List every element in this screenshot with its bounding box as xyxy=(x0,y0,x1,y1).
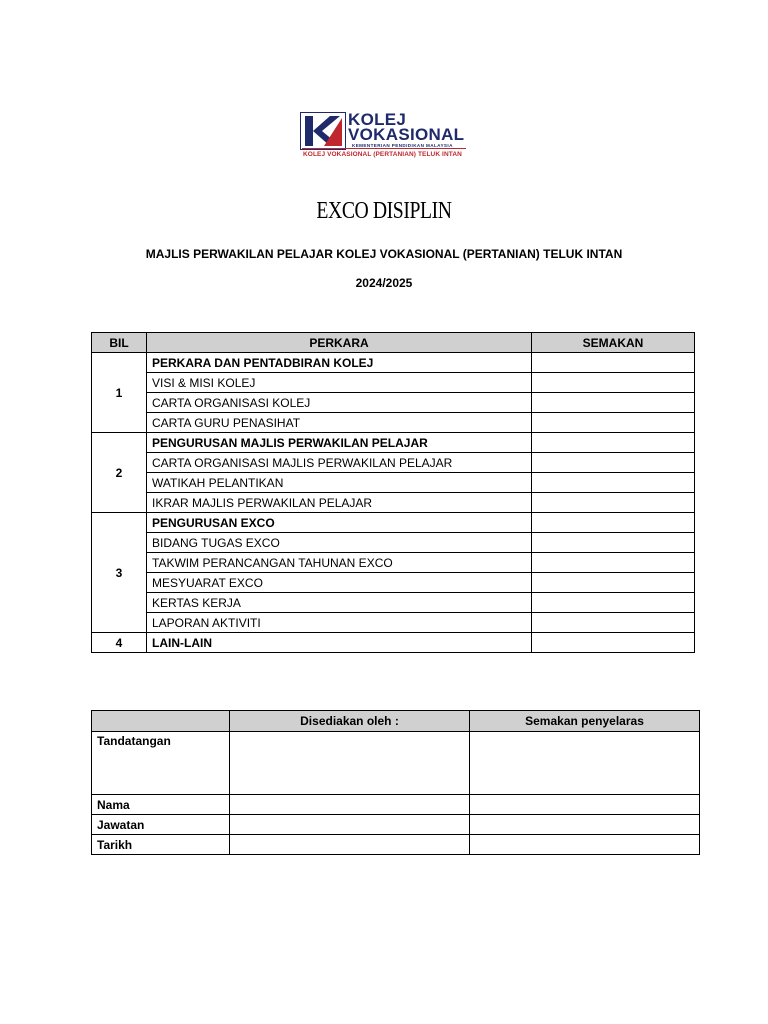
logo-word-vokasional: VOKASIONAL xyxy=(348,125,465,144)
check-cell[interactable] xyxy=(532,553,695,573)
check-cell[interactable] xyxy=(532,353,695,373)
check-cell[interactable] xyxy=(532,373,695,393)
section-number: 4 xyxy=(92,633,147,653)
logo-ministry: KEMENTERIAN PENDIDIKAN MALAYSIA xyxy=(352,143,453,148)
check-cell[interactable] xyxy=(532,473,695,493)
checklist-item: CARTA ORGANISASI KOLEJ xyxy=(147,393,532,413)
check-cell[interactable] xyxy=(532,573,695,593)
table-row xyxy=(92,473,695,493)
table-row xyxy=(92,613,695,633)
signoff-label-position: Jawatan xyxy=(92,815,230,835)
checklist-item: MESYUARAT EXCO xyxy=(147,573,532,593)
checklist-item: TAKWIM PERANCANGAN TAHUNAN EXCO xyxy=(147,553,532,573)
header-coordinator-check: Semakan penyelaras xyxy=(470,711,700,732)
check-cell[interactable] xyxy=(532,593,695,613)
check-cell[interactable] xyxy=(532,513,695,533)
table-row xyxy=(92,633,695,653)
table-row xyxy=(92,493,695,513)
header-blank xyxy=(92,711,230,732)
table-row xyxy=(92,835,700,855)
check-cell[interactable] xyxy=(532,533,695,553)
table-row xyxy=(92,513,695,533)
name-field-prepared[interactable] xyxy=(230,795,470,815)
logo-divider xyxy=(302,148,466,149)
section-heading: PENGURUSAN EXCO xyxy=(147,513,532,533)
checklist-item: IKRAR MAJLIS PERWAKILAN PELAJAR xyxy=(147,493,532,513)
section-heading: LAIN-LAIN xyxy=(147,633,532,653)
checklist-item: CARTA ORGANISASI MAJLIS PERWAKILAN PELAJAR xyxy=(147,453,532,473)
table-row xyxy=(92,433,695,453)
date-field-coordinator[interactable] xyxy=(470,835,700,855)
checklist-item: CARTA GURU PENASIHAT xyxy=(147,413,532,433)
date-field-prepared[interactable] xyxy=(230,835,470,855)
page-title: EXCO DISIPLIN xyxy=(316,198,452,224)
table-row xyxy=(92,795,700,815)
session-year: 2024/2025 xyxy=(355,276,413,290)
signature-field-coordinator[interactable] xyxy=(470,732,700,795)
header-perkara: PERKARA xyxy=(147,333,532,353)
section-heading: PERKARA DAN PENTADBIRAN KOLEJ xyxy=(147,353,532,373)
checklist-item: WATIKAH PELANTIKAN xyxy=(147,473,532,493)
check-cell[interactable] xyxy=(532,613,695,633)
table-row xyxy=(92,393,695,413)
table-row xyxy=(92,453,695,473)
table-row xyxy=(92,413,695,433)
position-field-coordinator[interactable] xyxy=(470,815,700,835)
check-cell[interactable] xyxy=(532,433,695,453)
check-cell[interactable] xyxy=(532,633,695,653)
checklist-item: LAPORAN AKTIVITI xyxy=(147,613,532,633)
check-cell[interactable] xyxy=(532,393,695,413)
checklist-item: BIDANG TUGAS EXCO xyxy=(147,533,532,553)
header-prepared-by: Disediakan oleh : xyxy=(230,711,470,732)
table-row xyxy=(92,573,695,593)
header-bil: BIL xyxy=(92,333,147,353)
section-number: 1 xyxy=(92,353,147,433)
section-number: 3 xyxy=(92,513,147,633)
table-row xyxy=(92,553,695,573)
checklist-table xyxy=(91,332,695,653)
checklist-header-row xyxy=(92,333,695,353)
check-cell[interactable] xyxy=(532,453,695,473)
logo-campus: KOLEJ VOKASIONAL (PERTANIAN) TELUK INTAN xyxy=(303,151,462,158)
signoff-label-date: Tarikh xyxy=(92,835,230,855)
signature-field-prepared[interactable] xyxy=(230,732,470,795)
signoff-header-row xyxy=(92,711,700,732)
check-cell[interactable] xyxy=(532,493,695,513)
table-row xyxy=(92,533,695,553)
signoff-label-signature: Tandatangan xyxy=(92,732,230,795)
table-row xyxy=(92,732,700,795)
header-semakan: SEMAKAN xyxy=(532,333,695,353)
college-logo xyxy=(300,110,470,164)
signoff-label-name: Nama xyxy=(92,795,230,815)
logo-word-kolej: KOLEJ xyxy=(348,110,407,129)
name-field-coordinator[interactable] xyxy=(470,795,700,815)
table-row xyxy=(92,815,700,835)
section-number: 2 xyxy=(92,433,147,513)
table-row xyxy=(92,353,695,373)
section-heading: PENGURUSAN MAJLIS PERWAKILAN PELAJAR xyxy=(147,433,532,453)
checklist-item: KERTAS KERJA xyxy=(147,593,532,613)
table-row xyxy=(92,373,695,393)
position-field-prepared[interactable] xyxy=(230,815,470,835)
kv-logo-mark-icon xyxy=(300,112,346,150)
signoff-table xyxy=(91,710,700,855)
page-subtitle: MAJLIS PERWAKILAN PELAJAR KOLEJ VOKASIONAL (PERTANIAN) TELUK INTAN xyxy=(145,247,623,261)
check-cell[interactable] xyxy=(532,413,695,433)
checklist-item: VISI & MISI KOLEJ xyxy=(147,373,532,393)
table-row xyxy=(92,593,695,613)
